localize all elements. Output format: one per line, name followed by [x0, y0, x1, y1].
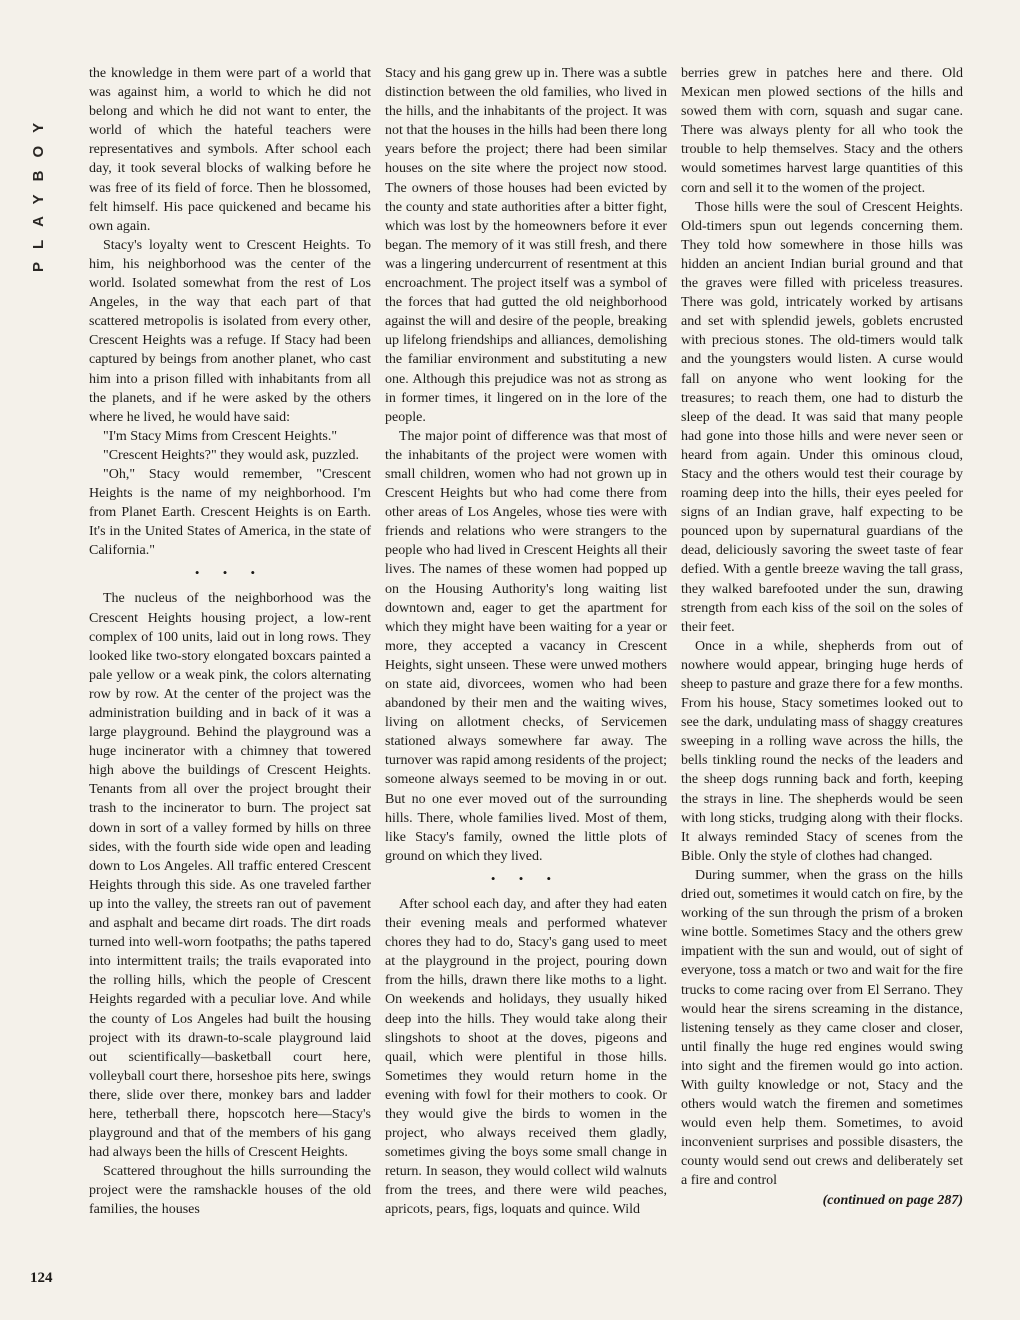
paragraph: During summer, when the grass on the hills dried out, sometimes it would catch on fire, by the working of the sun through the prism of a broken wine bottle. Sometimes Stacy and the others grew impatient with the sun and would, out of sight of everyone, toss a match or two and wait for the fire trucks to come racing over from El Serrano. They would hear the sirens screaming in the distance, listening tensely as they came closer and closer, until finally the huge red engines would swing into sight and the firemen would go into action. With guilty knowledge or not, Stacy and the others would watch the firemen and sometimes would even help them. Sometimes, to avoid inconvenient surprises and possible disasters, the county would send out crews and deliberately set a fire and control	[681, 867, 963, 1189]
paragraph: Stacy's loyalty went to Crescent Heights. To him, his neighborhood was the center of the world. Isolated somewhat from the rest of Los Angeles, in the way that each part of that scattered metropolis is isolated from every other, Crescent Heights was a refuge. If Stacy had been captured by beings from another planet, who cast him into a prison filled with inhabitants from all the planets, and if he were asked by the others where he lived, he would have said:	[89, 237, 371, 425]
page-number: 124	[30, 1270, 53, 1286]
paragraph: Scattered throughout the hills surrounding the project were the ramshackle houses of the old families, the houses	[89, 1164, 371, 1218]
magazine-spine-title: PLAYBOY	[30, 109, 47, 273]
text-column-2	[385, 64, 667, 1220]
paragraph: The nucleus of the neighborhood was the Crescent Heights housing project, a low-rent complex of 100 units, laid out in long rows. They looked like two-story elongated boxcars painted a pale yellow or a weak pink, the colors alternating row by row. At the center of the project was the administration building and in back of it was a large playground. Behind the playground was a huge incinerator with a chimney that towered high above the buildings of Crescent Heights. Tenants from all over the project brought their trash to the incinerator to burn. The project sat down in sort of a valley formed by hills on three sides, with the fourth side wide open and leading down to Los Angeles. All traffic entered Crescent Heights through this side. As one traveled farther up into the valley, the streets ran out of pavement and asphalt and became dirt roads. The dirt roads turned into well-worn footpaths; the paths tapered into intermittent trails; the trails evaporated into the rolling hills, which the people of Crescent Heights regarded with a peculiar love. And while the county of Los Angeles had built the housing project with its drawn-to-scale playground laid out scientifically—basketball court here, volleyball court there, horseshoe pits here, swings there, slide over there, monkey bars and ladder here, tetherball there, hopscotch here—Stacy's playground and that of the members of his gang had always been the hills of Crescent Heights.	[89, 591, 371, 1161]
paragraph: The major point of difference was that most of the inhabitants of the project were women with small children, women who had not grown up in Crescent Heights but who had come there from other areas of Los Angeles, whose ties were with friends and relations who were strangers to the people who had lived in Crescent Heights all their lives. The names of these women had popped up on the Housing Authority's long waiting list downtown and, eager to get the apartment for which they might have been waiting for a year or more, they accepted a vacancy in Crescent Heights, sight unseen. These were unwed mothers on state aid, divorcees, women who had been abandoned by their men and the waiting wives, living on allotment checks, of Servicemen stationed always somewhere far away. The turnover was rapid among residents of the project; someone always seemed to be moving in or out. But no one ever moved out of the surrounding hills. There, whole families lived. Most of them, like Stacy's family, owned the little plots of ground on which they lived.	[385, 428, 667, 864]
paragraph: After school each day, and after they had eaten their evening meals and performed whatever chores they had to do, Stacy's gang used to meet at the playground in the project, pouring down from the hills, drawn there like moths to a light. On weekends and holidays, they usually hiked deep into the hills. They would take along their slingshots to shoot at the doves, pigeons and quail, which were plentiful in those hills. Sometimes they would return home in the evening with fowl for their mothers to cook. Or they would give the birds to women in the project, who always received them gladly, sometimes giving the boys some small change in return. In season, they would collect wild walnuts from the trees, and there were wild peaches, apricots, pears, figs, loquats and quince. Wild	[385, 896, 667, 1218]
text-column-3	[681, 64, 963, 1210]
section-separator: • • •	[490, 870, 562, 886]
paragraph: Once in a while, shepherds from out of nowhere would appear, bringing huge herds of sheep to pasture and graze there for a few months. From his house, Stacy sometimes looked out to see the dark, undulating mass of shaggy creatures sweeping in a rolling wave across the hills, the bells tinkling round the necks of the leaders and the sheep dogs running back and forth, keeping the strays in line. The shepherds would be seen with long sticks, trudging along with their flocks. It always reminded Stacy of scenes from the Bible. Only the style of clothes had changed.	[681, 638, 963, 864]
paragraph: Stacy and his gang grew up in. There was a subtle distinction between the old families, who lived in the hills, and the inhabitants of the project. It was not that the houses in the hills had been there long years before the project; there had been similar houses on the site where the project now stood. The owners of those houses had been evicted by the county and state authorities after a bitter fight, which was lost by the homeowners before it ever began. The memory of it was still fresh, and there was a lingering undercurrent of resentment at this encroachment. The project itself was a symbol of the forces that had gutted the old neighborhood against the will and desire of the people, breaking up lifelong friendships and alliances, demolishing the familiar environment and substituting a new one. Although this prejudice was not as strong as in former times, it lingered on in the lore of the people.	[385, 66, 667, 425]
paragraph: the knowledge in them were part of a world that was against him, a world to which he did not belong and which he did not want to enter, the world of which the hateful teachers were representatives and symbols. After school each day, it took several blocks of walking before he was free of its field of force. Then he blossomed, felt himself. His pace quickened and became his own again.	[89, 66, 371, 234]
paragraph: "I'm Stacy Mims from Crescent Heights."	[103, 428, 338, 444]
continued-note: (continued on page 287)	[822, 1192, 963, 1208]
text-column-1	[89, 64, 371, 1220]
section-separator: • • •	[194, 565, 266, 581]
paragraph: "Crescent Heights?" they would ask, puzzled.	[103, 447, 359, 463]
paragraph: Those hills were the soul of Crescent Heights. Old-timers spun out legends concerning them. They told how somewhere in those hills was hidden an ancient Indian burial ground and that the graves were filled with priceless treasures. There was gold, intricately worked by artisans and set with splendid jewels, goblets encrusted with precious stones. The old-timers would talk and the youngsters would listen. A curse would fall on anyone who went looking for the treasures; to reach them, one had to disturb the sleep of the dead. It was said that many people had gone into those hills and were never seen or heard from again. Under this ominous cloud, Stacy and the others would test their courage by roaming deep into the hills, their eyes peeled for signs of an Indian grave, half expecting to be pounced upon by supernatural guardians of the dead, deliciously savoring the sweet taste of fear defied. With a gentle breeze waving the tall grass, they walked barefooted under the sun, drawing strength from each kiss of the soil on the soles of their feet.	[681, 199, 963, 635]
paragraph: berries grew in patches here and there. Old Mexican men plowed sections of the hills and sowed them with corn, squash and sugar cane. There was always plenty for all who took the trouble to help themselves. Stacy and the others would sometimes harvest large quantities of this corn and sell it to the women of the project.	[681, 66, 963, 196]
paragraph: "Oh," Stacy would remember, "Crescent Heights is the name of my neighborhood. I'm from Planet Earth. Crescent Heights is on Earth. It's in the United States of America, in the state of California."	[89, 466, 371, 559]
